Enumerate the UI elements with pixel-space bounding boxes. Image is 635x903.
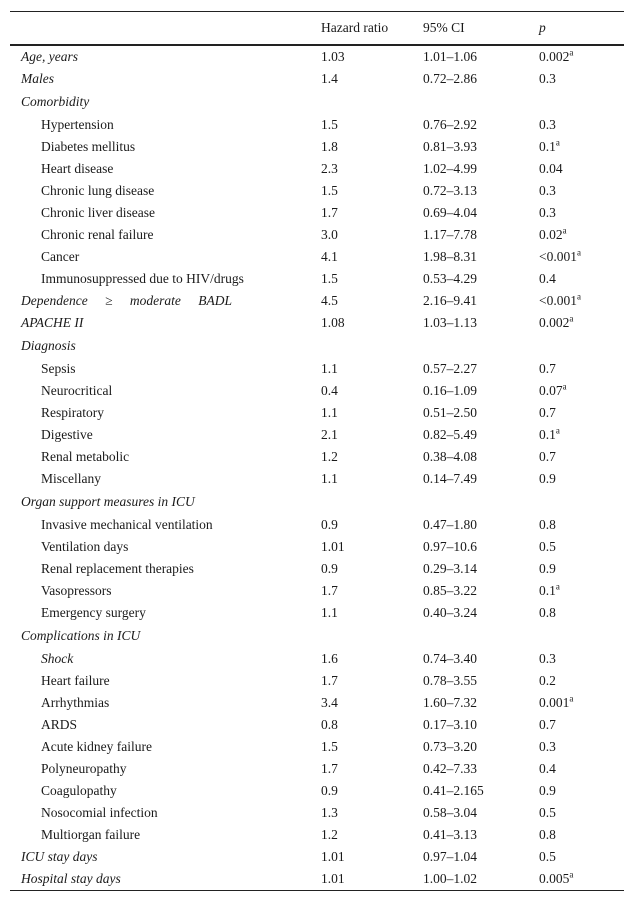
row-label: Renal metabolic: [41, 448, 130, 464]
row-label: Miscellany: [41, 470, 101, 486]
row-label: Invasive mechanical ventilation: [41, 516, 213, 532]
table-row: [10, 358, 624, 380]
ci-cell: 0.14–7.49: [423, 470, 477, 486]
ci-cell: 0.72–3.13: [423, 182, 477, 198]
table-row: [10, 380, 624, 402]
hazard-ratio-table-container: [10, 11, 624, 891]
p-value-cell: [539, 490, 624, 514]
hazard-ratio-cell: [321, 90, 423, 114]
p-value-cell: [539, 670, 624, 692]
row-label: Heart failure: [41, 672, 110, 688]
hazard-ratio-cell: 1.5: [321, 182, 338, 198]
hazard-ratio-cell: 1.5: [321, 116, 338, 132]
table-row: [10, 468, 624, 490]
p-value-cell: [539, 380, 624, 402]
section-label: Organ support measures in ICU: [21, 493, 195, 509]
p-value: 0.001: [539, 694, 570, 710]
p-value: 0.07: [539, 382, 563, 398]
p-value: 0.7: [539, 448, 556, 464]
ci-cell: 0.41–2.165: [423, 782, 484, 798]
ci-cell: 0.58–3.04: [423, 804, 477, 820]
table-row: [10, 246, 624, 268]
p-value: 0.2: [539, 672, 556, 688]
hazard-ratio-cell: 1.08: [321, 314, 345, 330]
row-label: Sepsis: [41, 360, 76, 376]
p-value-cell: [539, 180, 624, 202]
ci-cell: 0.57–2.27: [423, 360, 477, 376]
p-value-cell: [539, 424, 624, 446]
p-value-cell: [539, 624, 624, 648]
hazard-ratio-cell: 1.7: [321, 204, 338, 220]
footnote-marker: a: [569, 47, 574, 57]
ci-cell: 1.01–1.06: [423, 48, 477, 64]
row-label: Chronic liver disease: [41, 204, 155, 220]
p-value-cell: [539, 446, 624, 468]
p-value: 0.4: [539, 270, 556, 286]
row-label: Hospital stay days: [21, 870, 121, 886]
ci-cell: 1.17–7.78: [423, 226, 477, 242]
table-row: [10, 868, 624, 891]
ci-cell: 0.81–3.93: [423, 138, 477, 154]
row-label: ICU stay days: [21, 848, 98, 864]
table-row: [10, 136, 624, 158]
hazard-ratio-cell: [321, 490, 423, 514]
hazard-ratio-cell: 1.6: [321, 650, 338, 666]
table-row: [10, 114, 624, 136]
p-value-cell: [539, 45, 624, 68]
ci-cell: 0.72–2.86: [423, 70, 477, 86]
ci-cell: 1.03–1.13: [423, 314, 477, 330]
table-row: [10, 158, 624, 180]
ci-cell: 0.17–3.10: [423, 716, 477, 732]
table-header: [10, 12, 624, 45]
p-value: 0.5: [539, 538, 556, 554]
p-value: 0.5: [539, 848, 556, 864]
table-row: [10, 580, 624, 602]
table-row: [10, 602, 624, 624]
row-label: Chronic renal failure: [41, 226, 154, 242]
row-label: Age, years: [21, 48, 78, 64]
row-label: Multiorgan failure: [41, 826, 141, 842]
hazard-ratio-cell: 1.01: [321, 870, 345, 886]
table-row: [10, 402, 624, 424]
footnote-marker: a: [555, 581, 560, 591]
ci-cell: 0.78–3.55: [423, 672, 477, 688]
table-row: [10, 846, 624, 868]
p-value: 0.3: [539, 204, 556, 220]
p-value: 0.9: [539, 782, 556, 798]
ci-cell: 0.29–3.14: [423, 560, 477, 576]
ci-cell: [423, 490, 539, 514]
ci-cell: 0.74–3.40: [423, 650, 477, 666]
p-value-cell: [539, 536, 624, 558]
header-label-column: [10, 12, 321, 45]
p-value: 0.4: [539, 760, 556, 776]
table-row: [10, 802, 624, 824]
p-value: 0.9: [539, 470, 556, 486]
section-label: Comorbidity: [21, 93, 90, 109]
row-label: Males: [21, 70, 54, 86]
table-row: [10, 736, 624, 758]
row-label: Arrhythmias: [41, 694, 110, 710]
p-value: 0.1: [539, 138, 556, 154]
p-value: 0.5: [539, 804, 556, 820]
hazard-ratio-cell: [321, 334, 423, 358]
p-value: 0.1: [539, 426, 556, 442]
row-label: Renal replacement therapies: [41, 560, 194, 576]
p-value-cell: [539, 334, 624, 358]
p-value-cell: [539, 90, 624, 114]
hazard-ratio-cell: 0.8: [321, 716, 338, 732]
p-value: 0.9: [539, 560, 556, 576]
row-label: Vasopressors: [41, 582, 112, 598]
row-label: Dependence ≥ moderate BADL: [21, 292, 232, 308]
p-value: 0.8: [539, 604, 556, 620]
table-row: [10, 514, 624, 536]
hazard-ratio-cell: 0.9: [321, 560, 338, 576]
table-row: [10, 424, 624, 446]
footnote-marker: a: [555, 425, 560, 435]
row-label: Chronic lung disease: [41, 182, 155, 198]
footnote-marker: a: [562, 225, 567, 235]
row-label: Ventilation days: [41, 538, 129, 554]
table-row: [10, 536, 624, 558]
ci-cell: 2.16–9.41: [423, 292, 477, 308]
ci-cell: 0.82–5.49: [423, 426, 477, 442]
p-value: 0.7: [539, 360, 556, 376]
ci-cell: 0.73–3.20: [423, 738, 477, 754]
p-value-cell: [539, 602, 624, 624]
hazard-ratio-cell: 3.4: [321, 694, 338, 710]
hazard-ratio-cell: 1.01: [321, 848, 345, 864]
hazard-ratio-cell: 2.1: [321, 426, 338, 442]
p-value: 0.04: [539, 160, 563, 176]
p-value: 0.3: [539, 650, 556, 666]
p-value: 0.002: [539, 48, 570, 64]
hazard-ratio-cell: 1.7: [321, 672, 338, 688]
ci-cell: 0.40–3.24: [423, 604, 477, 620]
footnote-marker: a: [555, 137, 560, 147]
p-value: 0.3: [539, 182, 556, 198]
p-value-cell: [539, 224, 624, 246]
p-value: 0.02: [539, 226, 563, 242]
hazard-ratio-cell: 0.9: [321, 782, 338, 798]
row-label: Polyneuropathy: [41, 760, 127, 776]
p-value-cell: [539, 158, 624, 180]
ci-cell: 0.76–2.92: [423, 116, 477, 132]
hazard-ratio-table: [10, 11, 624, 891]
section-row: [10, 624, 624, 648]
table-row: [10, 824, 624, 846]
p-value-cell: [539, 290, 624, 312]
hazard-ratio-cell: 1.1: [321, 404, 338, 420]
row-label: Immunosuppressed due to HIV/drugs: [41, 270, 244, 286]
footnote-marker: a: [577, 247, 581, 257]
ci-cell: 0.38–4.08: [423, 448, 477, 464]
table-row: [10, 714, 624, 736]
p-value-cell: [539, 468, 624, 490]
ci-cell: 0.42–7.33: [423, 760, 477, 776]
p-value-cell: [539, 692, 624, 714]
p-value-cell: [539, 648, 624, 670]
hazard-ratio-cell: 1.1: [321, 470, 338, 486]
row-label: ARDS: [41, 716, 78, 732]
p-value: 0.8: [539, 826, 556, 842]
p-value-cell: [539, 736, 624, 758]
table-row: [10, 290, 624, 312]
footnote-marker: a: [569, 869, 574, 879]
header-95-ci: 95% CI: [423, 19, 465, 35]
header-p-value: p: [539, 19, 546, 35]
p-value-cell: [539, 714, 624, 736]
ci-cell: 0.53–4.29: [423, 270, 477, 286]
section-label: Diagnosis: [21, 337, 76, 353]
row-label: Diabetes mellitus: [41, 138, 136, 154]
hazard-ratio-cell: 1.7: [321, 760, 338, 776]
hazard-ratio-cell: 1.1: [321, 360, 338, 376]
p-value-cell: [539, 780, 624, 802]
p-value: 0.1: [539, 582, 556, 598]
row-label: Coagulopathy: [41, 782, 117, 798]
table-row: [10, 268, 624, 290]
hazard-ratio-cell: 1.8: [321, 138, 338, 154]
table-row: [10, 558, 624, 580]
row-label: Neurocritical: [41, 382, 113, 398]
p-value: 0.7: [539, 716, 556, 732]
table-row: [10, 758, 624, 780]
p-value-cell: [539, 868, 624, 891]
hazard-ratio-cell: 1.5: [321, 270, 338, 286]
table-row: [10, 648, 624, 670]
hazard-ratio-cell: 1.01: [321, 538, 345, 554]
row-label: APACHE II: [21, 314, 84, 330]
p-value: 0.005: [539, 870, 570, 886]
ci-cell: 0.51–2.50: [423, 404, 477, 420]
p-value: 0.8: [539, 516, 556, 532]
section-row: [10, 334, 624, 358]
table-row: [10, 45, 624, 68]
p-value: 0.002: [539, 314, 570, 330]
p-value-cell: [539, 358, 624, 380]
section-row: [10, 90, 624, 114]
ci-cell: 1.00–1.02: [423, 870, 477, 886]
p-value-cell: [539, 136, 624, 158]
hazard-ratio-cell: 1.3: [321, 804, 338, 820]
table-row: [10, 180, 624, 202]
ci-cell: 0.85–3.22: [423, 582, 477, 598]
ci-cell: 0.97–10.6: [423, 538, 477, 554]
p-value: 0.3: [539, 70, 556, 86]
p-value: <0.001: [539, 292, 577, 308]
ci-cell: [423, 334, 539, 358]
p-value-cell: [539, 514, 624, 536]
ci-cell: 0.41–3.13: [423, 826, 477, 842]
hazard-ratio-cell: [321, 624, 423, 648]
table-row: [10, 780, 624, 802]
p-value: 0.3: [539, 116, 556, 132]
header-row: [10, 12, 624, 45]
ci-cell: 0.69–4.04: [423, 204, 477, 220]
row-label: Emergency surgery: [41, 604, 146, 620]
table-row: [10, 670, 624, 692]
ci-cell: 1.98–8.31: [423, 248, 477, 264]
hazard-ratio-cell: 2.3: [321, 160, 338, 176]
hazard-ratio-cell: 1.5: [321, 738, 338, 754]
ci-cell: [423, 90, 539, 114]
p-value-cell: [539, 312, 624, 334]
p-value-cell: [539, 824, 624, 846]
footnote-marker: a: [569, 313, 574, 323]
footnote-marker: a: [577, 291, 581, 301]
hazard-ratio-cell: 1.4: [321, 70, 338, 86]
table-row: [10, 68, 624, 90]
hazard-ratio-cell: 3.0: [321, 226, 338, 242]
p-value-cell: [539, 246, 624, 268]
section-label: Complications in ICU: [21, 627, 141, 643]
p-value: 0.7: [539, 404, 556, 420]
hazard-ratio-cell: 1.1: [321, 604, 338, 620]
table-row: [10, 312, 624, 334]
table-row: [10, 224, 624, 246]
row-label: Heart disease: [41, 160, 114, 176]
p-value-cell: [539, 68, 624, 90]
p-value-cell: [539, 758, 624, 780]
p-value-cell: [539, 802, 624, 824]
row-label: Acute kidney failure: [41, 738, 152, 754]
footnote-marker: a: [562, 381, 567, 391]
p-value-cell: [539, 580, 624, 602]
hazard-ratio-cell: 0.9: [321, 516, 338, 532]
ci-cell: 1.60–7.32: [423, 694, 477, 710]
ci-cell: 1.02–4.99: [423, 160, 477, 176]
ci-cell: 0.97–1.04: [423, 848, 477, 864]
p-value: 0.3: [539, 738, 556, 754]
table-row: [10, 692, 624, 714]
ci-cell: 0.16–1.09: [423, 382, 477, 398]
header-hazard-ratio: Hazard ratio: [321, 19, 389, 35]
row-label: Respiratory: [41, 404, 104, 420]
row-label: Hypertension: [41, 116, 114, 132]
p-value-cell: [539, 402, 624, 424]
ci-cell: 0.47–1.80: [423, 516, 477, 532]
p-value: <0.001: [539, 248, 577, 264]
row-label: Nosocomial infection: [41, 804, 158, 820]
hazard-ratio-cell: 1.7: [321, 582, 338, 598]
table-body: [10, 45, 624, 891]
hazard-ratio-cell: 4.5: [321, 292, 338, 308]
section-row: [10, 490, 624, 514]
table-row: [10, 446, 624, 468]
row-label: Shock: [41, 650, 74, 666]
p-value-cell: [539, 114, 624, 136]
row-label: Digestive: [41, 426, 93, 442]
hazard-ratio-cell: 0.4: [321, 382, 338, 398]
hazard-ratio-cell: 4.1: [321, 248, 338, 264]
p-value-cell: [539, 268, 624, 290]
p-value-cell: [539, 846, 624, 868]
hazard-ratio-cell: 1.03: [321, 48, 345, 64]
hazard-ratio-cell: 1.2: [321, 448, 338, 464]
table-row: [10, 202, 624, 224]
footnote-marker: a: [569, 693, 574, 703]
hazard-ratio-cell: 1.2: [321, 826, 338, 842]
ci-cell: [423, 624, 539, 648]
p-value-cell: [539, 202, 624, 224]
p-value-cell: [539, 558, 624, 580]
row-label: Cancer: [41, 248, 80, 264]
